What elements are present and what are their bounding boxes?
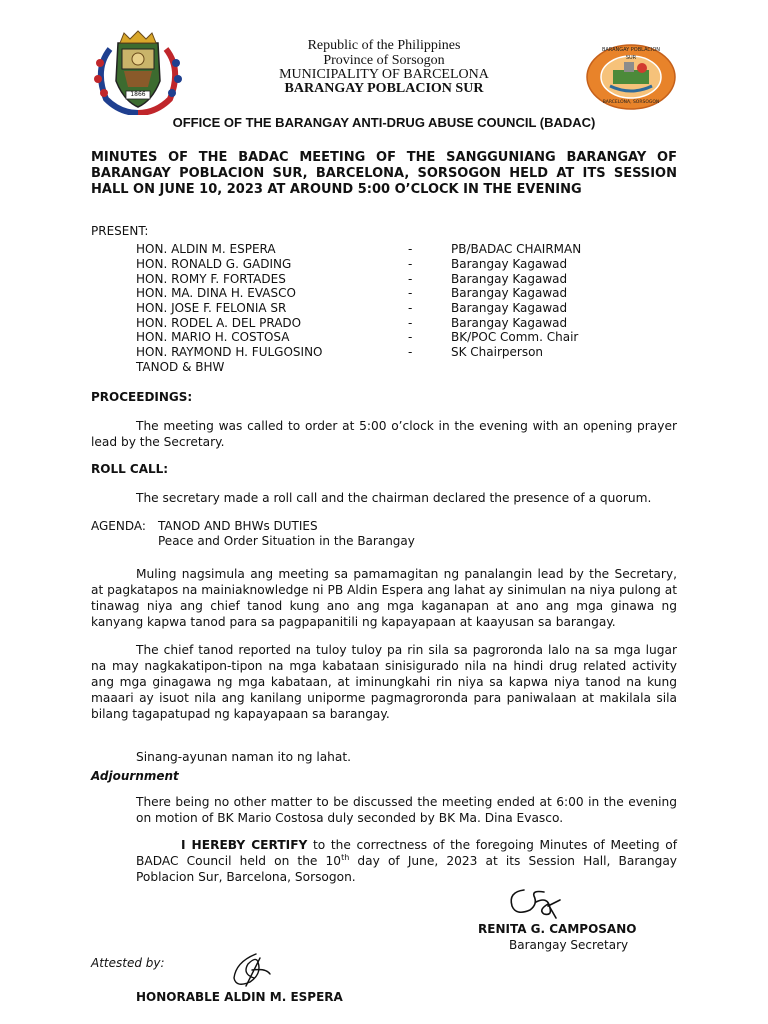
adjournment-heading: Adjournment [91, 769, 179, 783]
seal-ring-bottom-text: BARCELONA, SORSOGON [602, 100, 660, 105]
member-position: Barangay Kagawad [451, 286, 568, 300]
member-dash: - [408, 272, 413, 286]
member-dash: - [408, 257, 413, 271]
certify-part1: to the correctness of the foregoing Minutes of Meeting of BADAC Council held on the 10 [136, 838, 677, 868]
member-name: HON. RONALD G. GADING [136, 257, 292, 271]
certification-text [136, 837, 677, 885]
member-name: HON. RAYMOND H. FULGOSINO [136, 345, 323, 359]
chairman-name: HONORABLE ALDIN M. ESPERA [136, 990, 343, 1004]
member-position: Barangay Kagawad [451, 316, 568, 330]
member-name: HON. ROMY F. FORTADES [136, 272, 286, 286]
proceedings-heading: PROCEEDINGS: [91, 390, 193, 404]
member-position: Barangay Kagawad [451, 257, 568, 271]
document-title: MINUTES OF THE BADAC MEETING OF THE SANGGUNIANG BARANGAY OF BARANGAY POBLACION SUR, BARCELONA, SORSOGON HELD AT ITS SESSION HALL ON JUNE 10, 2023 AT AROUND 5:00 O’CLOCK IN THE EVENING [91, 150, 677, 197]
body-paragraph-3: Sinang-ayunan naman ito ng lahat. [136, 750, 352, 764]
header-republic: Republic of the Philippines [307, 38, 461, 53]
adjournment-text [136, 794, 677, 826]
body-paragraph-2: The chief tanod reported na tuloy tuloy pa rin sila sa pagroronda lalo na sa mga lugar na may nagkakatipon-tipon na mga kabataan sinisigurado nila na hindi drug related activity ang mga ginagawa ng mga kabataan, at iminungkahi rin niya sa kapwa niya tanod na kung maaari ay isuot nila ang kanilang uniporme pagmagroronda para paniwalaan at makilala sila bilang tagapatupad ng kapayapaan sa barangay. [91, 643, 677, 721]
member-dash: - [408, 286, 413, 300]
body-paragraph-1: Muling nagsimula ang meeting sa pamamagitan ng panalangin lead by the Secretary, at pagkatapos na mainiaknowledge ni PB Aldin Espera ang lahat ay sinimulan na niya pulong at tinawag niya ang chief tanod kung ano ang mga kaganapan at ano ang mga ginawa ng kanyang kapwa tanod para sa pagpapanitili ng kapayapaan at kaayusan sa barangay. [91, 567, 677, 629]
member-position: Barangay Kagawad [451, 301, 568, 315]
member-dash: - [408, 330, 413, 344]
member-position: Barangay Kagawad [451, 272, 568, 286]
member-position: SK Chairperson [451, 345, 544, 359]
header-province: Province of Sorsogon [323, 53, 445, 68]
adjournment-text-content: There being no other matter to be discussed the meeting ended at 6:00 in the evening on motion of BK Mario Costosa duly seconded by BK Ma. Dina Evasco. [136, 795, 677, 825]
secretary-name: RENITA G. CAMPOSANO [478, 922, 637, 936]
header-barangay: BARANGAY POBLACION SUR [284, 81, 484, 96]
agenda-label: AGENDA: [91, 519, 146, 533]
seal-ring-text: BARANGAY POBLACION SUR [601, 47, 661, 61]
present-others: TANOD & BHW [136, 360, 225, 374]
member-position: BK/POC Comm. Chair [451, 330, 579, 344]
member-name: HON. MARIO H. COSTOSA [136, 330, 290, 344]
chairman-signature-image [226, 950, 276, 990]
member-position: PB/BADAC CHAIRMAN [451, 242, 582, 256]
member-dash: - [408, 301, 413, 315]
header-municipality: MUNICIPALITY OF BARCELONA [279, 67, 489, 82]
certify-lead: I HEREBY CERTIFY [181, 838, 308, 852]
member-dash: - [408, 345, 413, 359]
agenda-item-2: Peace and Order Situation in the Barangay [158, 534, 415, 548]
member-name: HON. RODEL A. DEL PRADO [136, 316, 302, 330]
proceedings-text: The meeting was called to order at 5:00 o’clock in the evening with an opening prayer lead by the Secretary. [91, 419, 677, 449]
office-title: OFFICE OF THE BARANGAY ANTI-DRUG ABUSE COUNCIL (BADAC) [172, 115, 596, 130]
roll-call-heading: ROLL CALL: [91, 462, 169, 476]
attested-label: Attested by: [91, 956, 165, 970]
member-dash: - [408, 316, 413, 330]
certify-sup: th [341, 852, 350, 862]
member-name: HON. MA. DINA H. EVASCO [136, 286, 296, 300]
seal-year-text: 1866 [130, 91, 146, 98]
roll-call-text: The secretary made a roll call and the chairman declared the presence of a quorum. [136, 491, 652, 505]
secretary-signature-image [504, 882, 566, 922]
member-dash: - [408, 242, 413, 256]
agenda-item-1: TANOD AND BHWs DUTIES [158, 519, 318, 533]
member-name: HON. JOSE F. FELONIA SR [136, 301, 287, 315]
certify-part2: day of June, 2023 at its Session Hall, Barangay Poblacion Sur, Barcelona, Sorsogon. [136, 854, 678, 884]
present-label: PRESENT: [91, 224, 149, 238]
secretary-title: Barangay Secretary [509, 938, 629, 952]
member-name: HON. ALDIN M. ESPERA [136, 242, 276, 256]
